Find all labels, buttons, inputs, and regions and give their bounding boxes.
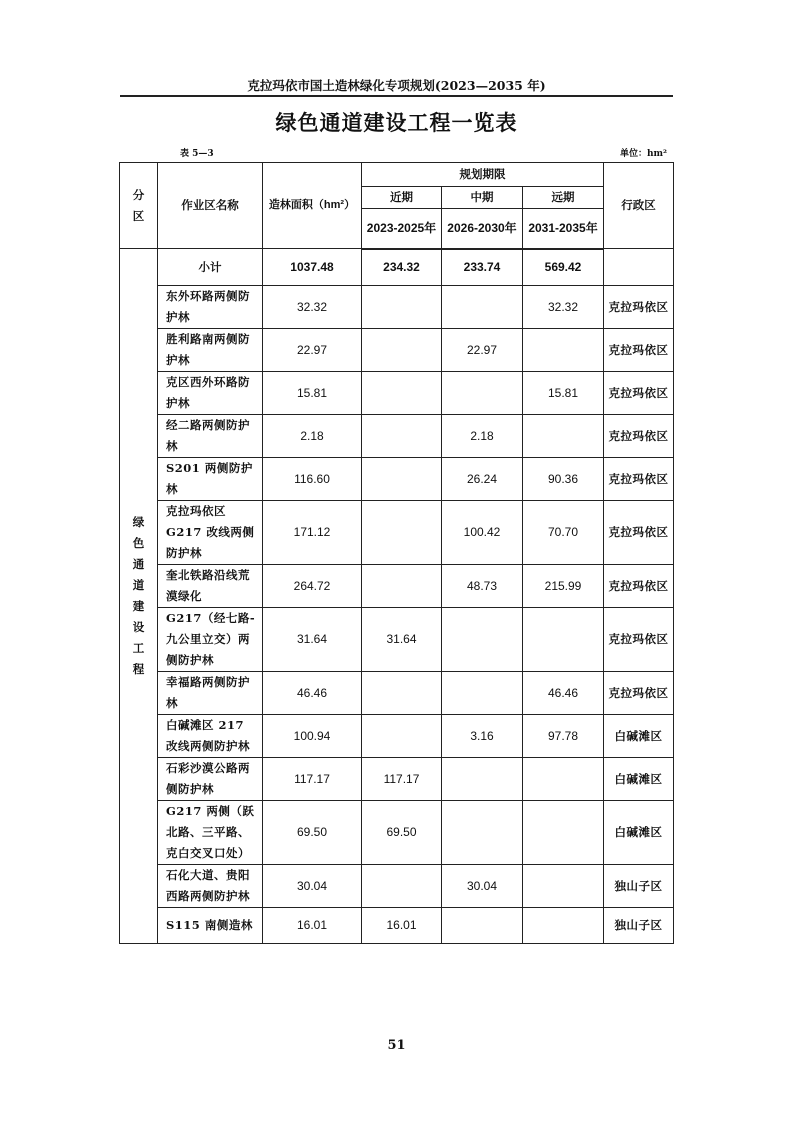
zone-cell — [120, 249, 158, 944]
cell-mid: 2.18 — [442, 415, 523, 458]
unit-label: 单位：hm² — [619, 149, 667, 159]
cell-near: 16.01 — [362, 908, 442, 944]
cell-area: 116.60 — [263, 458, 362, 501]
cell-mid — [442, 672, 523, 715]
cell-name: 克区西外环路防护林 — [158, 372, 263, 415]
cell-far — [523, 801, 604, 865]
cell-name: 石彩沙漠公路两侧防护林 — [158, 758, 263, 801]
subtotal-row — [120, 249, 674, 286]
cell-admin: 克拉玛依区 — [604, 372, 674, 415]
page-title: 绿色通道建设工程一览表 — [275, 111, 518, 135]
subtotal-area: 1037.48 — [263, 249, 362, 286]
cell-area: 31.64 — [263, 608, 362, 672]
cell-far — [523, 608, 604, 672]
cell-far — [523, 908, 604, 944]
cell-near — [362, 372, 442, 415]
cell-admin: 克拉玛依区 — [604, 501, 674, 565]
cell-mid: 22.97 — [442, 329, 523, 372]
cell-mid — [442, 908, 523, 944]
cell-near: 117.17 — [362, 758, 442, 801]
cell-near — [362, 672, 442, 715]
cell-admin: 独山子区 — [604, 865, 674, 908]
table-row — [120, 501, 674, 565]
cell-area: 2.18 — [263, 415, 362, 458]
cell-name: 经二路两侧防护林 — [158, 415, 263, 458]
cell-far: 215.99 — [523, 565, 604, 608]
subtotal-near: 234.32 — [362, 249, 442, 286]
cell-admin: 白碱滩区 — [604, 715, 674, 758]
cell-near — [362, 715, 442, 758]
cell-far: 15.81 — [523, 372, 604, 415]
cell-far — [523, 758, 604, 801]
cell-far — [523, 415, 604, 458]
cell-near — [362, 565, 442, 608]
cell-mid — [442, 372, 523, 415]
cell-mid: 26.24 — [442, 458, 523, 501]
cell-area: 69.50 — [263, 801, 362, 865]
table-row — [120, 908, 674, 944]
table-row — [120, 415, 674, 458]
cell-mid: 3.16 — [442, 715, 523, 758]
cell-near: 69.50 — [362, 801, 442, 865]
subtotal-name: 小计 — [158, 249, 263, 286]
cell-area: 32.32 — [263, 286, 362, 329]
running-header: 克拉玛依市国土造林绿化专项规划(2023—2035 年) — [247, 78, 546, 93]
cell-area: 100.94 — [263, 715, 362, 758]
table-row — [120, 801, 674, 865]
cell-name: 石化大道、贵阳西路两侧防护林 — [158, 865, 263, 908]
cell-far — [523, 329, 604, 372]
cell-area: 15.81 — [263, 372, 362, 415]
header-near: 近期 — [362, 187, 442, 209]
table-row — [120, 758, 674, 801]
cell-area: 22.97 — [263, 329, 362, 372]
cell-mid: 100.42 — [442, 501, 523, 565]
table-row — [120, 372, 674, 415]
cell-near: 31.64 — [362, 608, 442, 672]
cell-name: 幸福路两侧防护林 — [158, 672, 263, 715]
cell-name: G217（经七路-九公里立交）两侧防护林 — [158, 608, 263, 672]
cell-admin: 克拉玛依区 — [604, 565, 674, 608]
cell-mid — [442, 608, 523, 672]
cell-far: 70.70 — [523, 501, 604, 565]
cell-far — [523, 865, 604, 908]
cell-area: 46.46 — [263, 672, 362, 715]
header-period: 规划期限 — [362, 163, 604, 187]
cell-near — [362, 329, 442, 372]
cell-admin: 克拉玛依区 — [604, 458, 674, 501]
cell-area: 171.12 — [263, 501, 362, 565]
subtotal-mid: 233.74 — [442, 249, 523, 286]
header-far: 远期 — [523, 187, 604, 209]
table-row — [120, 458, 674, 501]
header-near-years: 2023-2025年 — [362, 209, 442, 249]
cell-mid: 30.04 — [442, 865, 523, 908]
header-name: 作业区名称 — [158, 163, 263, 249]
cell-admin: 白碱滩区 — [604, 801, 674, 865]
header-rule — [120, 95, 673, 97]
zone-label: 绿色通道建设工程 — [132, 515, 145, 676]
subtotal-far: 569.42 — [523, 249, 604, 286]
cell-admin: 克拉玛依区 — [604, 608, 674, 672]
cell-mid: 48.73 — [442, 565, 523, 608]
cell-mid — [442, 286, 523, 329]
cell-near — [362, 501, 442, 565]
header-area: 造林面积（hm²） — [263, 163, 362, 249]
cell-area: 16.01 — [263, 908, 362, 944]
header-zone: 分区 — [120, 163, 158, 249]
cell-near — [362, 415, 442, 458]
cell-name: 东外环路两侧防护林 — [158, 286, 263, 329]
cell-name: 克拉玛依区 G217 改线两侧防护林 — [158, 501, 263, 565]
cell-admin: 独山子区 — [604, 908, 674, 944]
cell-admin: 克拉玛依区 — [604, 415, 674, 458]
green-corridor-table — [119, 162, 674, 944]
cell-far: 32.32 — [523, 286, 604, 329]
cell-mid — [442, 801, 523, 865]
cell-admin: 克拉玛依区 — [604, 286, 674, 329]
header-far-years: 2031-2035年 — [523, 209, 604, 249]
cell-name: 奎北铁路沿线荒漠绿化 — [158, 565, 263, 608]
cell-name: S115 南侧造林 — [158, 908, 263, 944]
cell-near — [362, 458, 442, 501]
cell-admin: 克拉玛依区 — [604, 672, 674, 715]
page-number: 51 — [387, 1038, 406, 1053]
table-row — [120, 286, 674, 329]
table-row — [120, 608, 674, 672]
header-admin: 行政区 — [604, 163, 674, 249]
cell-name: S201 两侧防护林 — [158, 458, 263, 501]
subtotal-admin — [604, 249, 674, 286]
header-mid-years: 2026-2030年 — [442, 209, 523, 249]
cell-area: 117.17 — [263, 758, 362, 801]
cell-area: 264.72 — [263, 565, 362, 608]
table-number: 表 5—3 — [180, 149, 214, 159]
table-row — [120, 865, 674, 908]
cell-name: 白碱滩区 217 改线两侧防护林 — [158, 715, 263, 758]
table-row — [120, 329, 674, 372]
table-row — [120, 565, 674, 608]
cell-mid — [442, 758, 523, 801]
cell-far: 97.78 — [523, 715, 604, 758]
cell-name: 胜利路南两侧防护林 — [158, 329, 263, 372]
cell-near — [362, 286, 442, 329]
cell-far: 90.36 — [523, 458, 604, 501]
cell-name: G217 两侧（跃北路、三平路、克白交叉口处） — [158, 801, 263, 865]
table-row — [120, 715, 674, 758]
header-mid: 中期 — [442, 187, 523, 209]
cell-admin: 白碱滩区 — [604, 758, 674, 801]
header-row-1 — [120, 163, 674, 187]
cell-area: 30.04 — [263, 865, 362, 908]
cell-far: 46.46 — [523, 672, 604, 715]
table-row — [120, 672, 674, 715]
cell-admin: 克拉玛依区 — [604, 329, 674, 372]
cell-near — [362, 865, 442, 908]
